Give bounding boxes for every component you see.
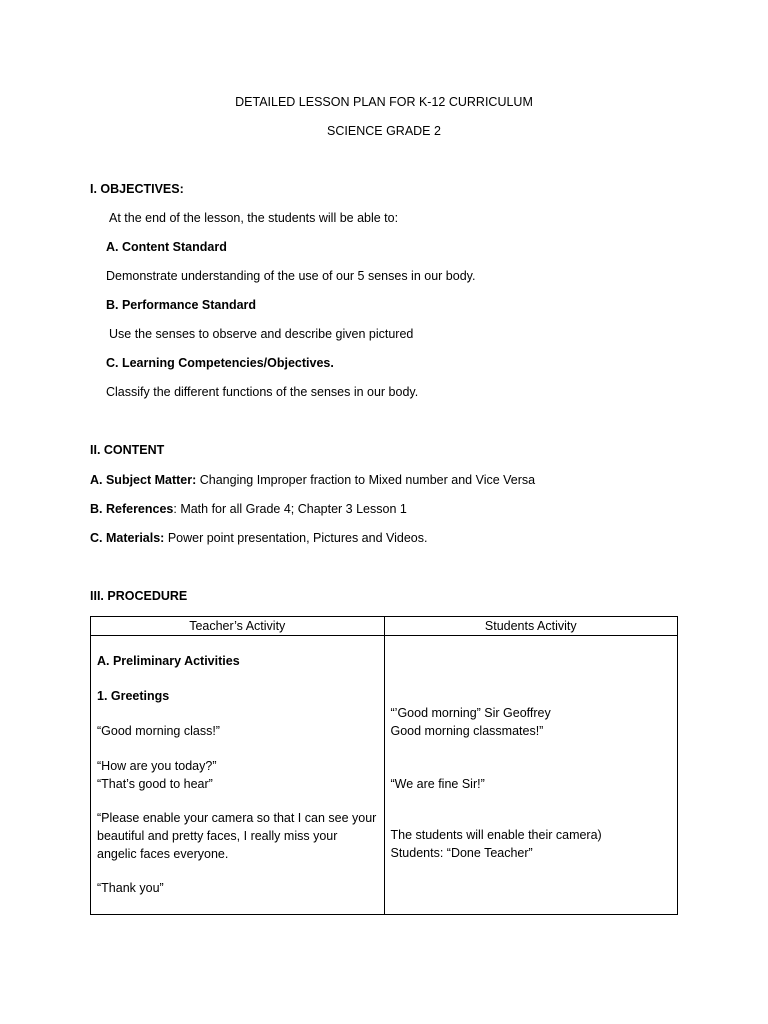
subject-matter-text: Changing Improper fraction to Mixed number and Vice Versa <box>196 473 536 487</box>
procedure-heading: III. PROCEDURE <box>90 589 188 603</box>
teacher-line: “That’s good to hear” <box>97 777 213 791</box>
materials-text: Power point presentation, Pictures and Videos. <box>164 531 428 545</box>
procedure-table-row <box>91 636 678 915</box>
subject-matter-line <box>90 472 535 488</box>
preliminary-activities-label: A. Preliminary Activities <box>97 654 240 668</box>
competencies-text: Classify the different functions of the senses in our body. <box>106 385 419 399</box>
content-standard-text: Demonstrate understanding of the use of our 5 senses in our body. <box>106 269 476 283</box>
subject-matter-label: A. Subject Matter: <box>90 473 197 487</box>
teacher-line: angelic faces everyone. <box>97 847 229 861</box>
students-activity-header: Students Activity <box>384 617 678 636</box>
content-standard-label: A. Content Standard <box>106 240 227 254</box>
document-title: DETAILED LESSON PLAN FOR K-12 CURRICULUM <box>235 95 533 109</box>
materials-line <box>90 530 427 546</box>
student-line: “We are fine Sir!” <box>390 777 485 791</box>
references-line <box>90 501 407 517</box>
materials-label: C. Materials: <box>90 531 165 545</box>
performance-standard-text: Use the senses to observe and describe given pictured <box>109 327 414 341</box>
teacher-line: “How are you today?” <box>97 759 217 773</box>
performance-standard-label: B. Performance Standard <box>106 298 257 312</box>
teacher-line: “Thank you” <box>97 881 164 895</box>
procedure-table <box>90 616 678 915</box>
objectives-intro: At the end of the lesson, the students will be able to: <box>109 211 399 225</box>
teacher-activity-header: Teacher’s Activity <box>91 617 385 636</box>
teacher-line: “Please enable your camera so that I can see your <box>97 811 377 825</box>
document-subtitle: SCIENCE GRADE 2 <box>327 124 441 138</box>
competencies-label: C. Learning Competencies/Objectives. <box>106 356 334 370</box>
students-activity-cell <box>384 636 678 915</box>
references-label: B. References <box>90 502 174 516</box>
student-line: Students: “Done Teacher” <box>390 846 533 860</box>
student-line: The students will enable their camera) <box>390 828 602 842</box>
student-line: “’Good morning” Sir Geoffrey <box>390 706 551 720</box>
teacher-line: beautiful and pretty faces, I really miss your <box>97 829 338 843</box>
greetings-label: 1. Greetings <box>97 689 170 703</box>
content-heading: II. CONTENT <box>90 443 165 457</box>
references-text: : Math for all Grade 4; Chapter 3 Lesson 1 <box>173 502 407 516</box>
teacher-line: “Good morning class!” <box>97 724 220 738</box>
objectives-heading: I. OBJECTIVES: <box>90 182 184 196</box>
procedure-table-header-row <box>91 617 678 636</box>
student-line: Good morning classmates!” <box>390 724 544 738</box>
teacher-activity-cell <box>91 636 385 915</box>
